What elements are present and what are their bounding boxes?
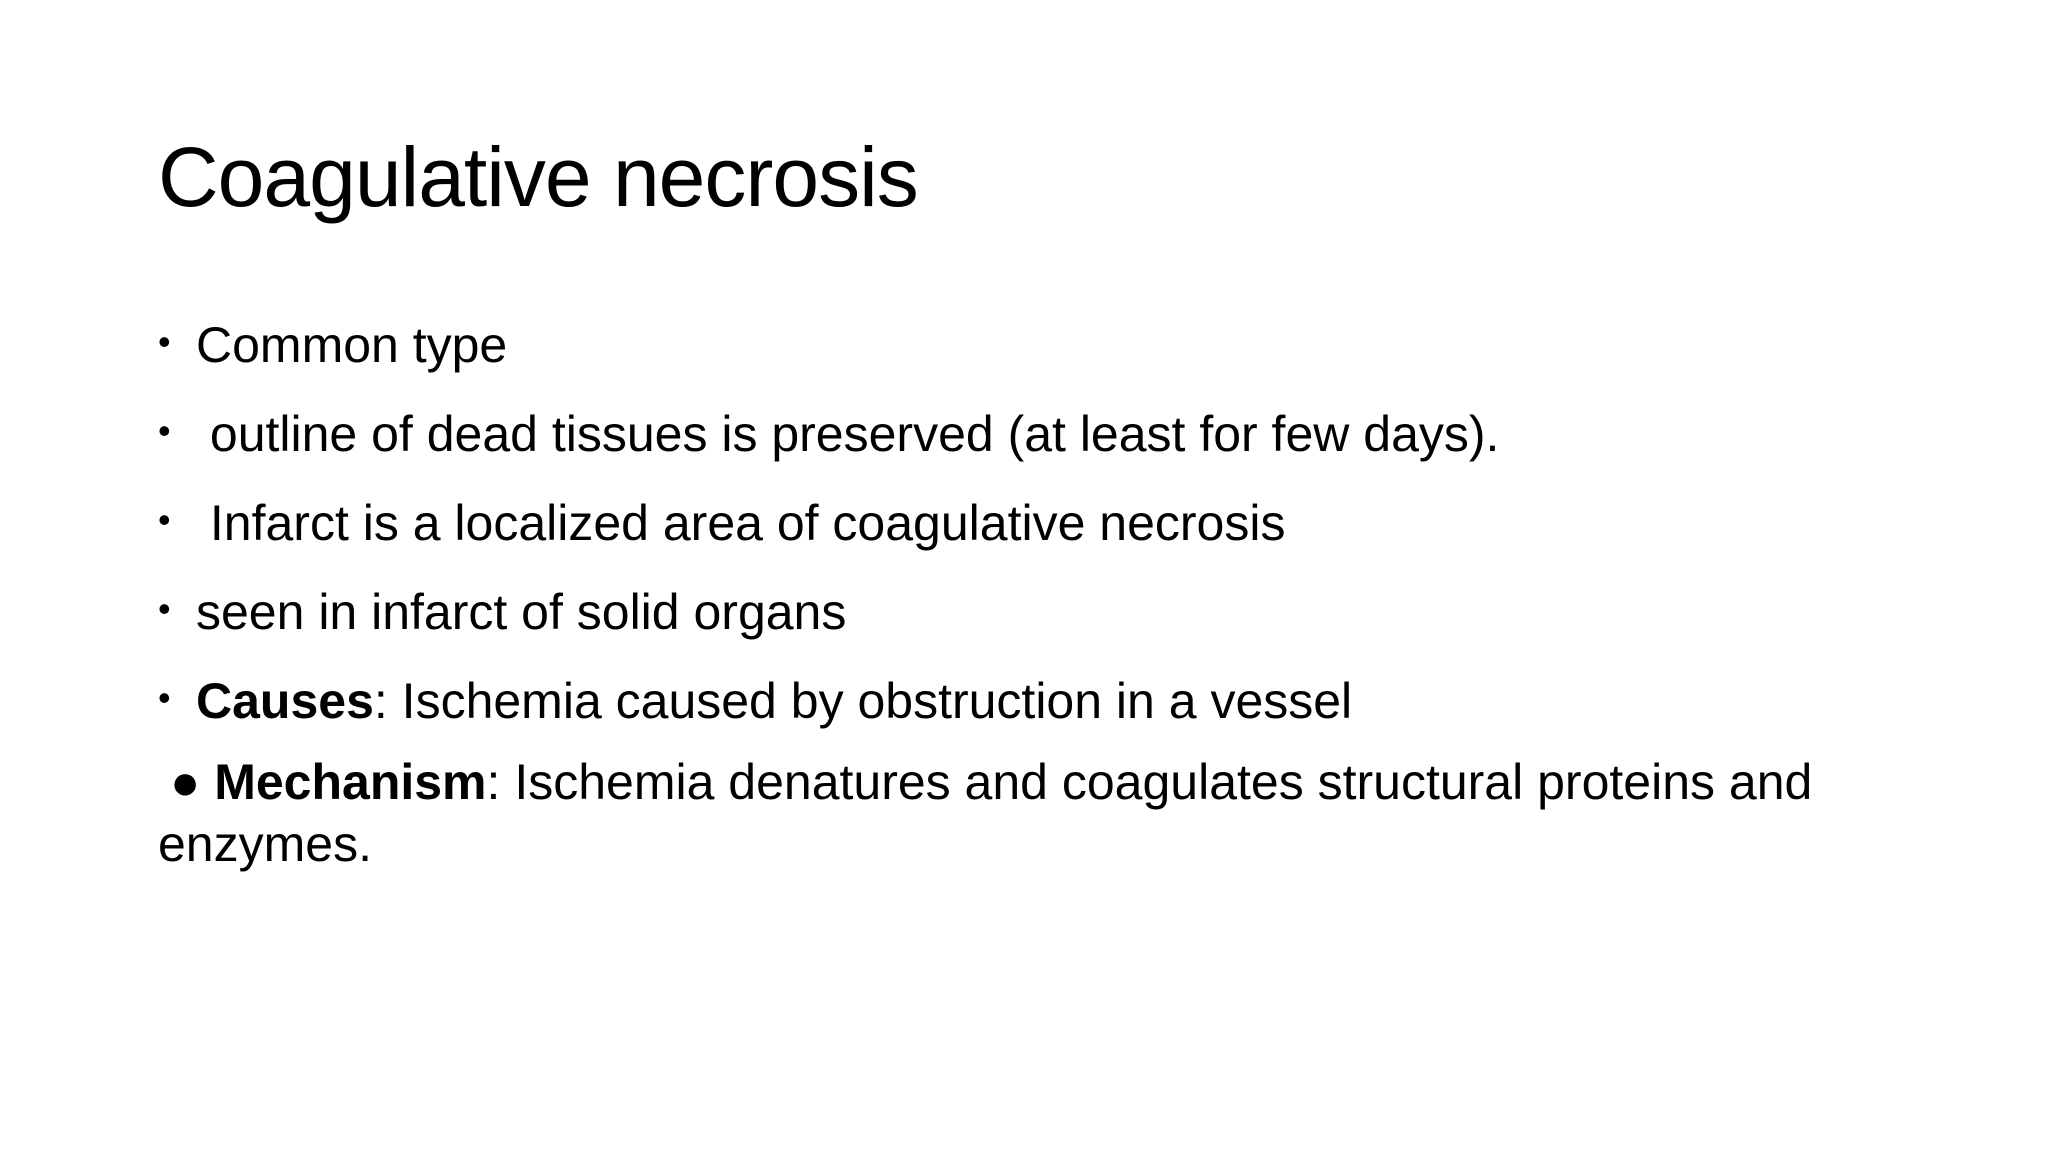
bullet-text: Infarct is a localized area of coagulative necrosis [196, 495, 1286, 551]
bullet-icon: • [158, 588, 171, 629]
mechanism-text: : Ischemia denatures and coagulates structural proteins and enzymes. [158, 754, 1813, 872]
bullet-icon: • [158, 410, 171, 451]
bullet-icon: ● [170, 754, 201, 810]
bullet-item-outline [158, 399, 1918, 466]
bullet-item-common-type [158, 310, 1918, 377]
bullet-item-infarct [158, 488, 1918, 555]
mechanism-label: Mechanism [214, 754, 487, 810]
bullet-list [158, 310, 1918, 897]
bullet-text: outline of dead tissues is preserved (at least for few days). [196, 406, 1500, 462]
bullet-icon: • [158, 321, 171, 362]
bullet-item-causes [158, 666, 1918, 733]
slide-title: Coagulative necrosis [158, 130, 918, 224]
causes-text: : Ischemia caused by obstruction in a vessel [373, 673, 1353, 729]
bullet-text: Common type [196, 317, 508, 373]
bullet-icon: • [158, 499, 171, 540]
bullet-icon: • [158, 677, 171, 718]
bullet-item-solid-organs [158, 577, 1918, 644]
causes-label: Causes [196, 673, 374, 729]
bullet-text: seen in infarct of solid organs [196, 584, 847, 640]
bullet-item-mechanism [158, 751, 1918, 875]
bullet-text [158, 754, 1812, 872]
bullet-text [196, 673, 1352, 729]
